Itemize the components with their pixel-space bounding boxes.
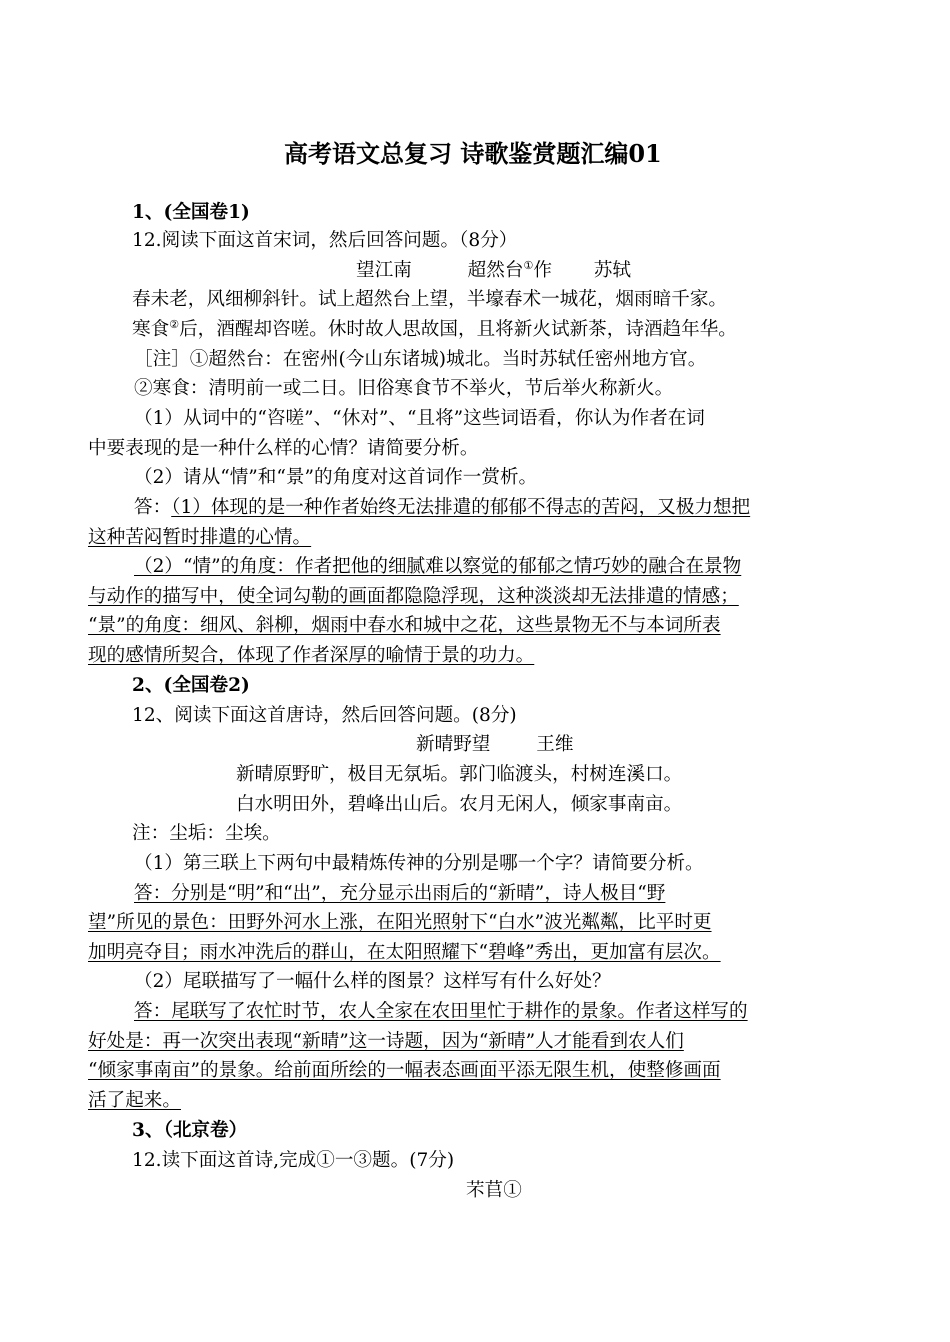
- q1-poem-title: 望江南: [356, 260, 412, 281]
- q2-poem-heading: [416, 732, 573, 758]
- q1-answer-label: 答：: [134, 497, 172, 518]
- q3-prompt: 12.读下面这首诗,完成①一③题。(7分): [132, 1150, 455, 1171]
- q1-answer2-b: 与动作的描写中，使全词勾勒的画面都隐隐浮现，这种淡淡却无法排遣的情感；: [88, 586, 739, 607]
- q1-poem-place: 超然台: [467, 260, 524, 281]
- q2-answer1-a: 答：分别是“明”和“出”，充分显示出雨后的“新晴”，诗人极目“野: [134, 883, 666, 904]
- q2-poem-title: 新晴野望: [416, 734, 491, 755]
- q1-answer2-d: 现的感情所契合，体现了作者深厚的喻情于景的功力。: [88, 645, 535, 666]
- q1-poem-line2-note: ②: [169, 317, 180, 331]
- q1-header: 1、(全国卷1): [132, 202, 250, 223]
- page-title: 高考语文总复习 诗歌鉴赏题汇编01: [284, 139, 662, 168]
- q2-prompt: 12、阅读下面这首唐诗，然后回答问题。(8分): [132, 705, 517, 726]
- q2-answer1-b: 望”所见的景色：田野外河水上涨，在阳光照射下“白水”波光粼粼，比平时更: [88, 912, 712, 933]
- q1-answer2-a: （2）“情”的角度：作者把他的细腻难以察觉的郁郁之情巧妙的融合在景物: [134, 556, 742, 577]
- q2-answer2-b: 好处是：再一次突出表现“新晴”这一诗题，因为“新晴”人才能看到农人们: [88, 1031, 684, 1052]
- q2-subq2: （2）尾联描写了一幅什么样的图景？这样写有什么好处？: [134, 971, 611, 992]
- q1-poem-heading: [356, 258, 631, 284]
- q3-poem-title: 芣苢①: [466, 1180, 522, 1201]
- q2-poem-author: 王维: [536, 734, 574, 755]
- q2-poem-line1: 新晴原野旷，极目无氛垢。郭门临渡头，村树连溪口。: [236, 764, 683, 785]
- q1-subq1-a: （1）从词中的“咨嗟”、“休对”、“且将”这些词语看，你认为作者在词: [134, 408, 705, 429]
- q1-answer1-text: （1）体现的是一种作者始终无法排遣的郁郁不得志的苦闷，又极力想把: [171, 497, 751, 518]
- q2-answer2-a: 答：尾联写了农忙时节，农人全家在农田里忙于耕作的景象。作者这样写的: [134, 1001, 748, 1022]
- q1-answer1-a: [134, 495, 750, 521]
- q1-note1: ［注］①超然台：在密州(今山东诸城)城北。当时苏轼任密州地方官。: [134, 349, 707, 370]
- q1-note2: ②寒食：清明前一或二日。旧俗寒食节不举火，节后举火称新火。: [134, 378, 674, 399]
- q1-poem-author: 苏轼: [593, 260, 631, 281]
- q1-poem-line2-b: 后，酒醒却咨嗟。休时故人思故国，且将新火试新茶，诗酒趋年华。: [179, 319, 737, 340]
- q1-poem-line2: [132, 317, 737, 343]
- q2-poem-line2: 白水明田外，碧峰出山后。农月无闲人，倾家事南亩。: [236, 794, 683, 815]
- q2-answer2-d: 活了起来。: [88, 1090, 181, 1111]
- q1-poem-line2-a: 寒食: [132, 319, 170, 340]
- q1-subq1-b: 中要表现的是一种什么样的心情？请简要分析。: [88, 438, 479, 459]
- q2-answer2-c: “倾家事南亩”的景象。给前面所绘的一幅表态画面平添无限生机，使整修画面: [88, 1060, 721, 1081]
- q2-answer1-c: 加明亮夺目；雨水冲洗后的群山，在太阳照耀下“碧峰”秀出，更加富有层次。: [88, 942, 721, 963]
- q2-note: 注：尘垢：尘埃。: [132, 823, 281, 844]
- q2-subq1: （1）第三联上下两句中最精炼传神的分别是哪一个字？请简要分析。: [134, 853, 704, 874]
- q1-prompt: 12.阅读下面这首宋词，然后回答问题。（8分）: [132, 230, 518, 251]
- q3-header: 3、（北京卷）: [132, 1120, 248, 1141]
- q1-poem-line1: 春未老，风细柳斜针。试上超然台上望，半壕春术一城花，烟雨暗千家。: [132, 289, 728, 310]
- q1-subq2: （2）请从“情”和“景”的角度对这首词作一赏析。: [134, 467, 538, 488]
- q2-header: 2、(全国卷2): [132, 675, 250, 696]
- q1-answer2-c: “景”的角度：细风、斜柳，烟雨中春水和城中之花，这些景物无不与本词所表: [88, 615, 721, 636]
- q1-answer1-b: 这种苦闷暂时排遣的心情。: [88, 527, 312, 548]
- q1-poem-place-note: ①: [523, 258, 534, 272]
- q1-poem-by: 作: [533, 260, 552, 281]
